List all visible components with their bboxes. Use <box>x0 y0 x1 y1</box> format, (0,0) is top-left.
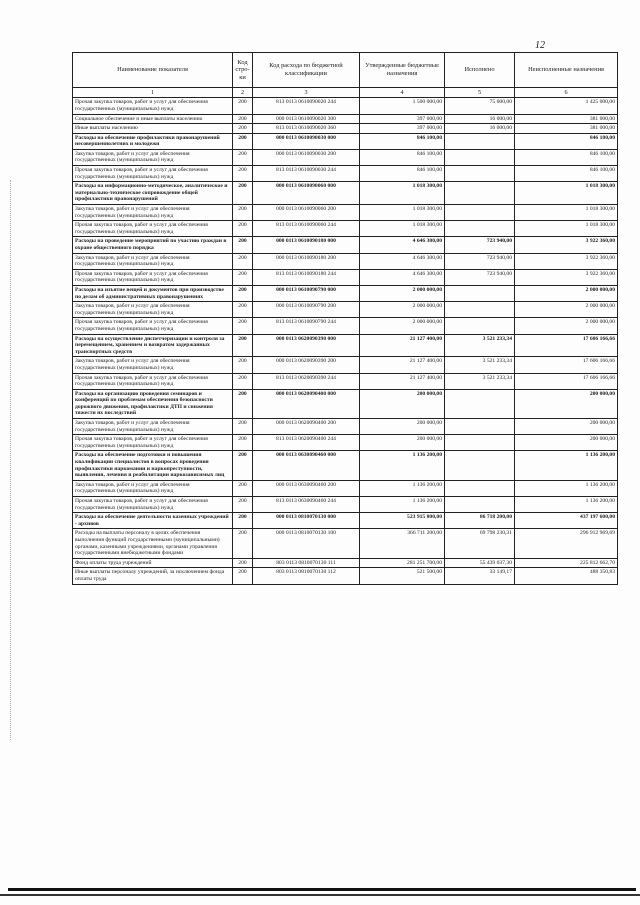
row-unexecuted: 2 000 000,00 <box>515 318 618 334</box>
row-executed <box>445 149 515 165</box>
row-budget-code: 000 0113 0610090060 000 <box>253 182 360 205</box>
row-name: Закупка товаров, работ и услуг для обеспечения государственных (муниципальных) нужд <box>73 205 233 221</box>
row-line-code: 200 <box>233 133 253 149</box>
row-executed <box>445 435 515 451</box>
row-line-code: 200 <box>233 558 253 568</box>
row-executed: 86 718 200,00 <box>445 513 515 529</box>
table-row <box>73 285 618 301</box>
row-executed: 3 521 233,34 <box>445 357 515 373</box>
row-unexecuted: 846 100,00 <box>515 133 618 149</box>
row-line-code: 200 <box>233 98 253 114</box>
row-executed: 16 000,00 <box>445 124 515 134</box>
table-row <box>73 269 618 285</box>
table-row <box>73 149 618 165</box>
row-line-code: 200 <box>233 269 253 285</box>
row-executed: 723 940,00 <box>445 237 515 253</box>
row-budget-code: 813 0113 0610090180 244 <box>253 269 360 285</box>
row-unexecuted: 1 136 200,00 <box>515 480 618 496</box>
table-row <box>73 98 618 114</box>
row-line-code: 200 <box>233 237 253 253</box>
row-name: Закупка товаров, работ и услуг для обеспечения государственных (муниципальных) нужд <box>73 149 233 165</box>
row-unexecuted: 1 136 200,00 <box>515 497 618 513</box>
row-name: Прочая закупка товаров, работ и услуг для обеспечения государственных (муниципальных) нужд <box>73 221 233 237</box>
row-executed <box>445 205 515 221</box>
budget-execution-table <box>72 52 618 585</box>
row-name: Закупка товаров, работ и услуг для обеспечения государственных (муниципальных) нужд <box>73 419 233 435</box>
table-row <box>73 166 618 182</box>
row-unexecuted: 846 100,00 <box>515 166 618 182</box>
row-line-code: 200 <box>233 389 253 418</box>
row-unexecuted: 17 606 166,66 <box>515 334 618 357</box>
table-row <box>73 253 618 269</box>
row-name: Фонд оплаты труда учреждений <box>73 558 233 568</box>
row-unexecuted: 3 922 360,00 <box>515 269 618 285</box>
table-row <box>73 114 618 124</box>
column-number: 4 <box>360 88 445 98</box>
row-line-code: 200 <box>233 166 253 182</box>
row-unexecuted: 17 606 166,66 <box>515 373 618 389</box>
row-budget-code: 813 0113 0610090790 244 <box>253 318 360 334</box>
row-approved: 1 136 200,00 <box>360 451 445 480</box>
column-number: 5 <box>445 88 515 98</box>
row-unexecuted: 488 350,83 <box>515 568 618 584</box>
row-unexecuted: 846 100,00 <box>515 149 618 165</box>
row-name: Расходы на обеспечение профилактики правонарушений несовершеннолетних и молодежи <box>73 133 233 149</box>
row-budget-code: 000 0113 0620090400 000 <box>253 389 360 418</box>
row-budget-code: 813 0113 0610090030 244 <box>253 166 360 182</box>
row-name: Иные выплаты населению <box>73 124 233 134</box>
row-budget-code: 000 0113 0610090030 000 <box>253 133 360 149</box>
row-line-code: 200 <box>233 357 253 373</box>
table-row <box>73 513 618 529</box>
header-code: Код стро-ки <box>233 53 253 88</box>
scan-margin-dots <box>10 180 12 740</box>
row-name: Прочая закупка товаров, работ и услуг для обеспечения государственных (муниципальных) нужд <box>73 98 233 114</box>
row-unexecuted: 1 018 300,00 <box>515 205 618 221</box>
row-approved: 200 000,00 <box>360 389 445 418</box>
row-unexecuted: 2 000 000,00 <box>515 285 618 301</box>
column-number-row <box>73 88 618 98</box>
row-name: Прочая закупка товаров, работ и услуг для обеспечения государственных (муниципальных) нужд <box>73 269 233 285</box>
row-unexecuted: 1 136 200,00 <box>515 451 618 480</box>
row-name: Прочая закупка товаров, работ и услуг для обеспечения государственных (муниципальных) нужд <box>73 166 233 182</box>
row-unexecuted: 225 812 662,70 <box>515 558 618 568</box>
row-budget-code: 000 0113 0620090390 000 <box>253 334 360 357</box>
row-approved: 1 500 000,00 <box>360 98 445 114</box>
row-approved: 21 127 400,00 <box>360 373 445 389</box>
row-approved: 1 136 200,00 <box>360 497 445 513</box>
row-executed: 69 798 230,31 <box>445 529 515 558</box>
row-budget-code: 000 0113 0610090790 000 <box>253 285 360 301</box>
row-line-code: 200 <box>233 529 253 558</box>
row-line-code: 200 <box>233 334 253 357</box>
row-name: Прочая закупка товаров, работ и услуг для обеспечения государственных (муниципальных) нужд <box>73 435 233 451</box>
row-executed: 723 940,00 <box>445 269 515 285</box>
row-name: Расходы на обеспечение деятельности казенных учреждений - архивов <box>73 513 233 529</box>
table-row <box>73 205 618 221</box>
row-executed: 3 521 233,34 <box>445 334 515 357</box>
row-line-code: 200 <box>233 435 253 451</box>
row-approved: 2 000 000,00 <box>360 285 445 301</box>
row-unexecuted: 381 000,00 <box>515 114 618 124</box>
table-row <box>73 182 618 205</box>
row-unexecuted: 3 922 360,00 <box>515 237 618 253</box>
row-budget-code: 000 0113 0610090020 300 <box>253 114 360 124</box>
row-name: Расходы на информационно-методическое, аналитическое и материально-техническое сопровождение общей профилактики правонарушений <box>73 182 233 205</box>
row-line-code: 200 <box>233 182 253 205</box>
row-approved: 1 136 200,00 <box>360 480 445 496</box>
row-approved: 397 000,00 <box>360 114 445 124</box>
row-name: Прочая закупка товаров, работ и услуг для обеспечения государственных (муниципальных) нужд <box>73 318 233 334</box>
table-row <box>73 451 618 480</box>
row-name: Иные выплаты персоналу учреждений, за исключением фонда оплаты труда <box>73 568 233 584</box>
page-number: 12 <box>535 40 545 51</box>
row-executed: 75 000,00 <box>445 98 515 114</box>
row-executed <box>445 221 515 237</box>
row-executed: 16 000,00 <box>445 114 515 124</box>
header-name: Наименование показателя <box>73 53 233 88</box>
row-executed <box>445 182 515 205</box>
table-row <box>73 357 618 373</box>
row-budget-code: 803 0113 0810070130 111 <box>253 558 360 568</box>
row-budget-code: 000 0113 0630090460 000 <box>253 451 360 480</box>
row-name: Расходы на выплаты персоналу в целях обеспечения выполнения функций государственными (муниципальными) органами, казенными учреждениями, органами управления государственными внебюджетными фондами <box>73 529 233 558</box>
row-approved: 523 915 800,00 <box>360 513 445 529</box>
row-budget-code: 813 0113 0610090020 244 <box>253 98 360 114</box>
row-executed <box>445 497 515 513</box>
row-name: Прочая закупка товаров, работ и услуг для обеспечения государственных (муниципальных) нужд <box>73 497 233 513</box>
scan-bottom-edge-shadow <box>0 894 640 896</box>
row-name: Закупка товаров, работ и услуг для обеспечения государственных (муниципальных) нужд <box>73 253 233 269</box>
row-name: Расходы на обеспечение подготовки и повышения квалификации специалистов в вопросах проведения профилактики наркомании и наркопреступности, выявления, лечения и реабилитации наркозависимых лиц <box>73 451 233 480</box>
row-unexecuted: 381 000,00 <box>515 124 618 134</box>
row-executed: 3 521 233,34 <box>445 373 515 389</box>
row-unexecuted: 3 922 360,00 <box>515 253 618 269</box>
row-unexecuted: 200 000,00 <box>515 389 618 418</box>
table-row <box>73 497 618 513</box>
row-executed <box>445 480 515 496</box>
row-approved: 200 000,00 <box>360 435 445 451</box>
table-row <box>73 568 618 584</box>
row-budget-code: 000 0113 0610090790 200 <box>253 302 360 318</box>
row-unexecuted: 2 000 000,00 <box>515 302 618 318</box>
table-body <box>73 98 618 584</box>
row-line-code: 200 <box>233 480 253 496</box>
table-row <box>73 480 618 496</box>
row-approved: 1 018 300,00 <box>360 205 445 221</box>
row-budget-code: 813 0113 0630090460 244 <box>253 497 360 513</box>
row-unexecuted: 296 912 969,69 <box>515 529 618 558</box>
row-budget-code: 000 0113 0630090460 200 <box>253 480 360 496</box>
row-executed: 33 149,17 <box>445 568 515 584</box>
row-budget-code: 000 0113 0620090400 200 <box>253 419 360 435</box>
header-row <box>73 53 618 88</box>
row-line-code: 200 <box>233 419 253 435</box>
row-approved: 4 646 300,00 <box>360 269 445 285</box>
row-unexecuted: 1 018 300,00 <box>515 221 618 237</box>
row-line-code: 200 <box>233 205 253 221</box>
row-budget-code: 000 0113 0610090030 200 <box>253 149 360 165</box>
row-executed: 723 940,00 <box>445 253 515 269</box>
row-budget-code: 000 0113 0810070130 100 <box>253 529 360 558</box>
row-approved: 4 646 300,00 <box>360 237 445 253</box>
table-row <box>73 124 618 134</box>
row-approved: 846 100,00 <box>360 166 445 182</box>
table-row <box>73 237 618 253</box>
table-row <box>73 318 618 334</box>
row-name: Прочая закупка товаров, работ и услуг для обеспечения государственных (муниципальных) нужд <box>73 373 233 389</box>
header-approved: Утвержденные бюджетные назначения <box>360 53 445 88</box>
row-budget-code: 000 0113 0610090180 200 <box>253 253 360 269</box>
table-row <box>73 334 618 357</box>
row-approved: 2 000 000,00 <box>360 302 445 318</box>
table-row <box>73 419 618 435</box>
row-executed <box>445 451 515 480</box>
row-name: Закупка товаров, работ и услуг для обеспечения государственных (муниципальных) нужд <box>73 357 233 373</box>
row-unexecuted: 1 018 300,00 <box>515 182 618 205</box>
column-number: 2 <box>233 88 253 98</box>
row-line-code: 200 <box>233 302 253 318</box>
row-name: Расходы на осуществление диспетчеризации и контроля за перемещением, хранением и возвратом задержанных транспортных средств <box>73 334 233 357</box>
row-name: Закупка товаров, работ и услуг для обеспечения государственных (муниципальных) нужд <box>73 480 233 496</box>
table-row <box>73 435 618 451</box>
row-unexecuted: 437 197 600,00 <box>515 513 618 529</box>
table-row <box>73 221 618 237</box>
column-number: 6 <box>515 88 618 98</box>
row-unexecuted: 200 000,00 <box>515 435 618 451</box>
table-row <box>73 373 618 389</box>
row-name: Расходы на изъятие вещей и документов при производстве по делам об административных правонарушениях <box>73 285 233 301</box>
scan-bottom-edge <box>8 888 636 891</box>
row-budget-code: 813 0113 0610090060 244 <box>253 221 360 237</box>
row-executed <box>445 166 515 182</box>
table-row <box>73 302 618 318</box>
row-approved: 21 127 400,00 <box>360 334 445 357</box>
row-line-code: 200 <box>233 497 253 513</box>
row-line-code: 200 <box>233 114 253 124</box>
row-approved: 200 000,00 <box>360 419 445 435</box>
row-approved: 281 251 700,00 <box>360 558 445 568</box>
row-budget-code: 803 0113 0810070130 112 <box>253 568 360 584</box>
row-executed <box>445 285 515 301</box>
table-row <box>73 133 618 149</box>
row-line-code: 200 <box>233 451 253 480</box>
row-approved: 521 500,00 <box>360 568 445 584</box>
row-approved: 21 127 400,00 <box>360 357 445 373</box>
row-budget-code: 000 0113 0810070130 000 <box>253 513 360 529</box>
row-line-code: 200 <box>233 253 253 269</box>
row-line-code: 200 <box>233 149 253 165</box>
row-line-code: 200 <box>233 513 253 529</box>
row-executed <box>445 389 515 418</box>
row-approved: 1 018 300,00 <box>360 221 445 237</box>
row-line-code: 200 <box>233 373 253 389</box>
row-name: Расходы на проведение мероприятий по участию граждан в охране общественного порядка <box>73 237 233 253</box>
row-executed <box>445 133 515 149</box>
table-row <box>73 389 618 418</box>
row-approved: 846 100,00 <box>360 133 445 149</box>
row-line-code: 200 <box>233 124 253 134</box>
table-row <box>73 558 618 568</box>
row-budget-code: 000 0113 0620090390 200 <box>253 357 360 373</box>
row-approved: 366 711 200,00 <box>360 529 445 558</box>
row-approved: 4 646 300,00 <box>360 253 445 269</box>
row-executed: 55 439 037,30 <box>445 558 515 568</box>
row-executed <box>445 419 515 435</box>
header-budget-code: Код расхода по бюджетной классификации <box>253 53 360 88</box>
row-line-code: 200 <box>233 568 253 584</box>
header-unexecuted: Неисполненные назначения <box>515 53 618 88</box>
row-name: Закупка товаров, работ и услуг для обеспечения государственных (муниципальных) нужд <box>73 302 233 318</box>
row-unexecuted: 17 606 166,66 <box>515 357 618 373</box>
header-executed: Исполнено <box>445 53 515 88</box>
row-unexecuted: 1 425 000,00 <box>515 98 618 114</box>
row-budget-code: 000 0113 0610090060 200 <box>253 205 360 221</box>
row-budget-code: 813 0113 0610090020 360 <box>253 124 360 134</box>
row-approved: 846 100,00 <box>360 149 445 165</box>
row-approved: 1 018 300,00 <box>360 182 445 205</box>
row-name: Социальное обеспечение и иные выплаты населению <box>73 114 233 124</box>
row-approved: 2 000 000,00 <box>360 318 445 334</box>
row-executed <box>445 302 515 318</box>
row-line-code: 200 <box>233 285 253 301</box>
column-number: 1 <box>73 88 233 98</box>
row-name: Расходы на организацию проведения семинаров и конференций по проблемам обеспечения безопасности дорожного движения, профилактики ДТП и снижения тяжести их последствий <box>73 389 233 418</box>
row-line-code: 200 <box>233 221 253 237</box>
row-budget-code: 813 0113 0620090400 244 <box>253 435 360 451</box>
row-line-code: 200 <box>233 318 253 334</box>
row-budget-code: 000 0113 0610090180 000 <box>253 237 360 253</box>
row-approved: 397 000,00 <box>360 124 445 134</box>
column-number: 3 <box>253 88 360 98</box>
row-executed <box>445 318 515 334</box>
table-row <box>73 529 618 558</box>
row-unexecuted: 200 000,00 <box>515 419 618 435</box>
row-budget-code: 813 0113 0620090390 244 <box>253 373 360 389</box>
